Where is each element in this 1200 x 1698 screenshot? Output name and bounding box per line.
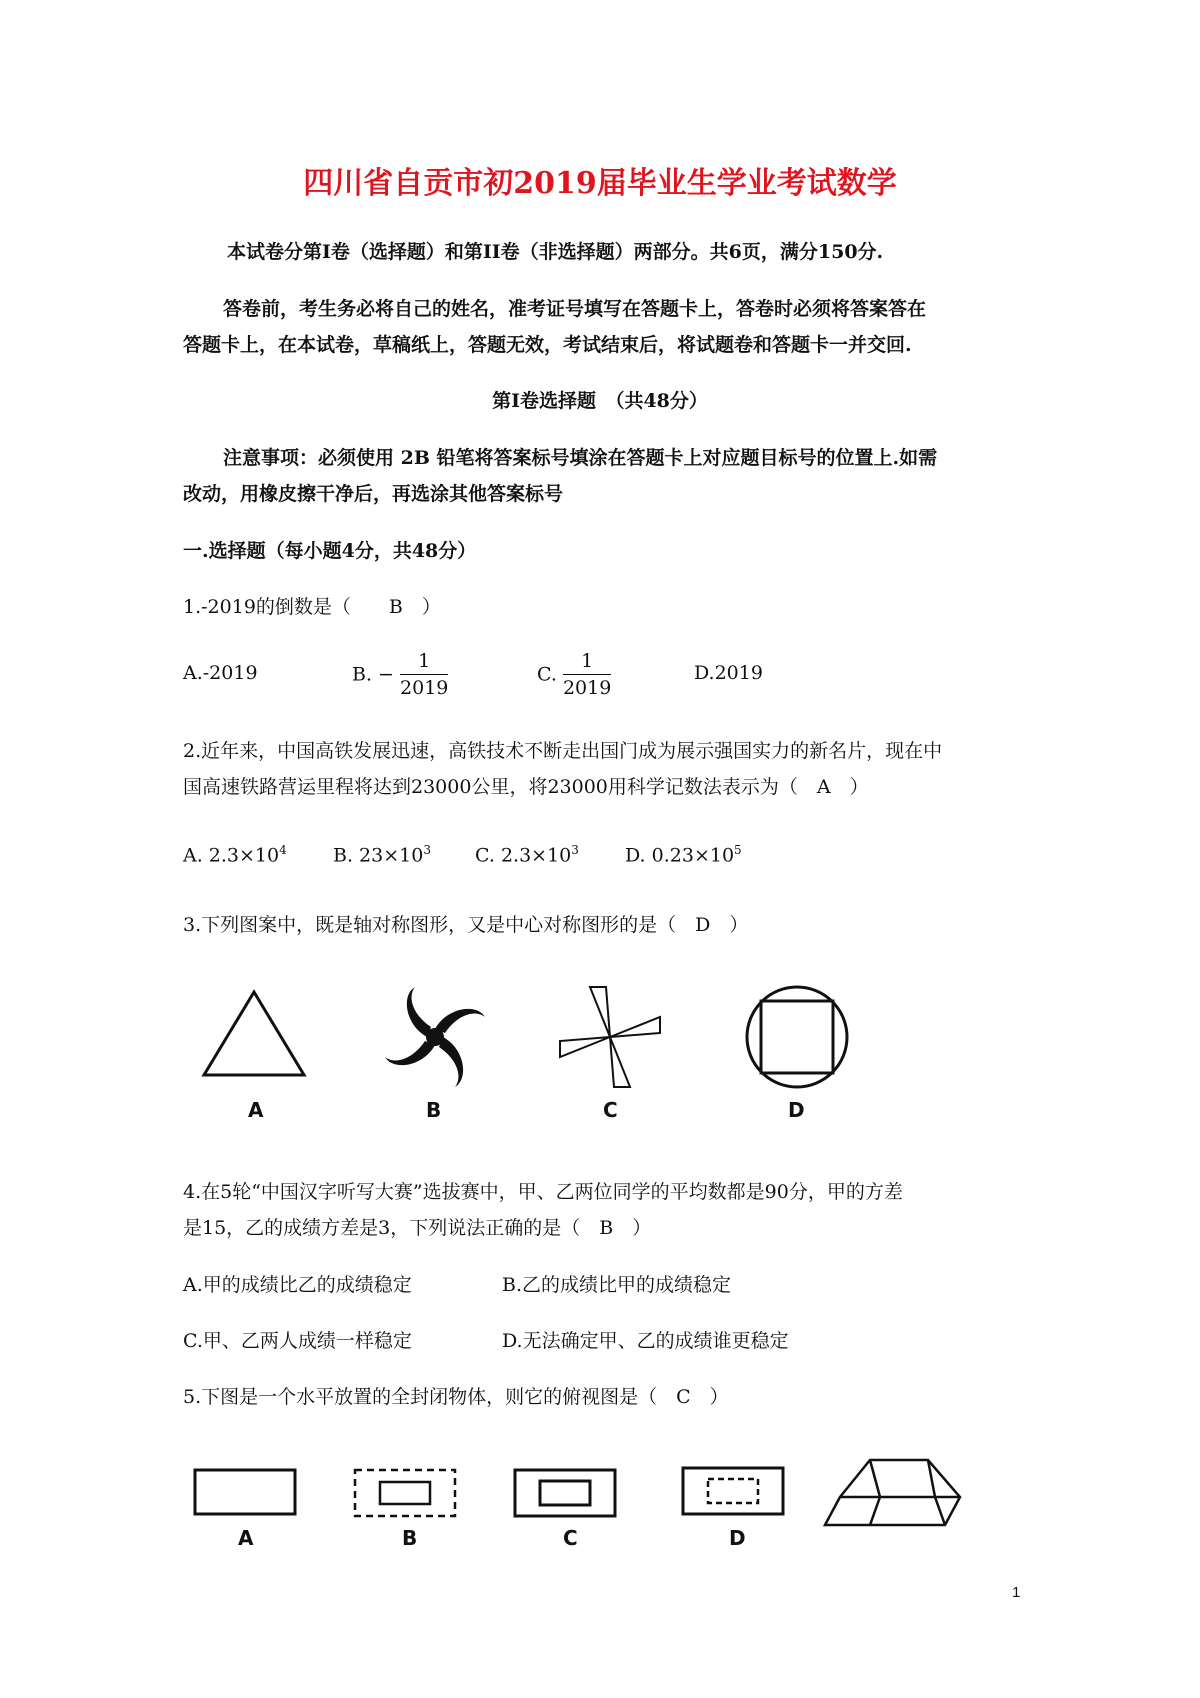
part-title: 一.选择题（每小题4分，共48分） [183, 540, 477, 562]
q2-option-c-exponent: 3 [571, 843, 579, 857]
q2-line-2: 国高速铁路营运里程将达到23000公里，将23000用科学记数法表示为（ A ） [183, 776, 869, 798]
q4-line-1: 4.在5轮“中国汉字听写大赛”选拔赛中，甲、乙两位同学的平均数都是90分，甲的方差 [183, 1181, 903, 1203]
q5-solid-figure [825, 1460, 960, 1525]
q2-option-b-base: B. 23×10 [333, 844, 424, 867]
q5-view-b [355, 1470, 455, 1516]
q1-option-a: A.-2019 [183, 662, 258, 684]
q5-stem: 5.下图是一个水平放置的全封闭物体，则它的俯视图是（ C ） [183, 1386, 729, 1408]
q1-option-b [352, 650, 448, 699]
q3-label-d: D [788, 1098, 805, 1122]
q4-option-b: B.乙的成绩比甲的成绩稳定 [502, 1274, 732, 1296]
section-title: 第Ⅰ卷选择题 （共48分） [492, 390, 708, 412]
q2-option-d-exponent: 5 [734, 843, 742, 857]
q2-option-b-exponent: 3 [423, 843, 431, 857]
page-number: 1 [1012, 1584, 1021, 1601]
intro-line-1: 本试卷分第Ⅰ卷（选择题）和第II卷（非选择题）两部分。共6页，满分150分. [227, 241, 884, 263]
q3-label-c: C [603, 1098, 618, 1122]
q2-option-b [333, 843, 431, 866]
q1-c-denominator: 2019 [562, 677, 612, 699]
q1-b-denominator: 2019 [400, 677, 449, 699]
q2-option-c-base: C. 2.3×10 [475, 844, 572, 867]
q1-option-c-fraction [563, 650, 611, 699]
q3-circle-square-figure [747, 987, 847, 1087]
q2-line-1: 2.近年来，中国高铁发展迅速，高铁技术不断走出国门成为展示强国实力的新名片，现在中 [183, 740, 943, 762]
q1-option-c [537, 650, 611, 699]
notice-line-2: 改动，用橡皮擦干净后，再选涂其他答案标号 [183, 483, 564, 505]
page-title: 四川省自贡市初2019届毕业生学业考试数学 [303, 166, 897, 201]
q1-option-b-fraction [400, 650, 448, 699]
q1-stem: 1.-2019的倒数是（ B ） [183, 596, 441, 618]
q1-option-c-prefix: C. [537, 663, 557, 686]
q3-pinwheel-figure [560, 987, 660, 1087]
q4-option-c: C.甲、乙两人成绩一样稳定 [183, 1330, 412, 1352]
q4-option-a: A.甲的成绩比乙的成绩稳定 [183, 1274, 412, 1296]
q5-label-d: D [729, 1526, 746, 1550]
intro-line-3: 答题卡上，在本试卷，草稿纸上，答题无效，考试结束后，将试题卷和答题卡一并交回. [183, 334, 912, 356]
q3-label-b: B [426, 1098, 442, 1122]
q2-option-a-exponent: 4 [279, 843, 287, 857]
q1-b-numerator: 1 [400, 650, 448, 675]
notice-line-1: 注意事项：必须使用 2B 铅笔将答案标号填涂在答题卡上对应题目标号的位置上.如需 [223, 447, 938, 469]
q5-label-a: A [238, 1526, 254, 1550]
q2-option-d [625, 843, 742, 866]
q5-view-d [683, 1468, 783, 1514]
q5-figures [190, 1455, 970, 1535]
q2-option-d-base: D. 0.23×10 [625, 844, 735, 867]
q3-stem: 3.下列图案中，既是轴对称图形，又是中心对称图形的是（ D ） [183, 914, 749, 936]
q1-c-numerator: 1 [563, 650, 611, 675]
q1-option-d: D.2019 [694, 662, 763, 684]
q2-option-a [183, 843, 287, 866]
q4-option-d: D.无法确定甲、乙的成绩谁更稳定 [502, 1330, 789, 1352]
q2-option-a-base: A. 2.3×10 [183, 844, 280, 867]
q3-triangle-figure [204, 992, 304, 1075]
q3-figures [190, 980, 1010, 1090]
q5-label-c: C [563, 1526, 578, 1550]
q3-swirl-figure [385, 987, 485, 1087]
q3-label-a: A [248, 1098, 264, 1122]
q2-option-c [475, 843, 579, 866]
q5-view-a [195, 1470, 295, 1514]
q4-line-2: 是15，乙的成绩方差是3，下列说法正确的是（ B ） [183, 1217, 652, 1239]
q5-label-b: B [402, 1526, 418, 1550]
q5-view-c [515, 1470, 615, 1516]
intro-line-2: 答卷前，考生务必将自己的姓名，准考证号填写在答题卡上，答卷时必须将答案答在 [223, 298, 927, 320]
q1-option-b-prefix: B. − [352, 663, 394, 686]
